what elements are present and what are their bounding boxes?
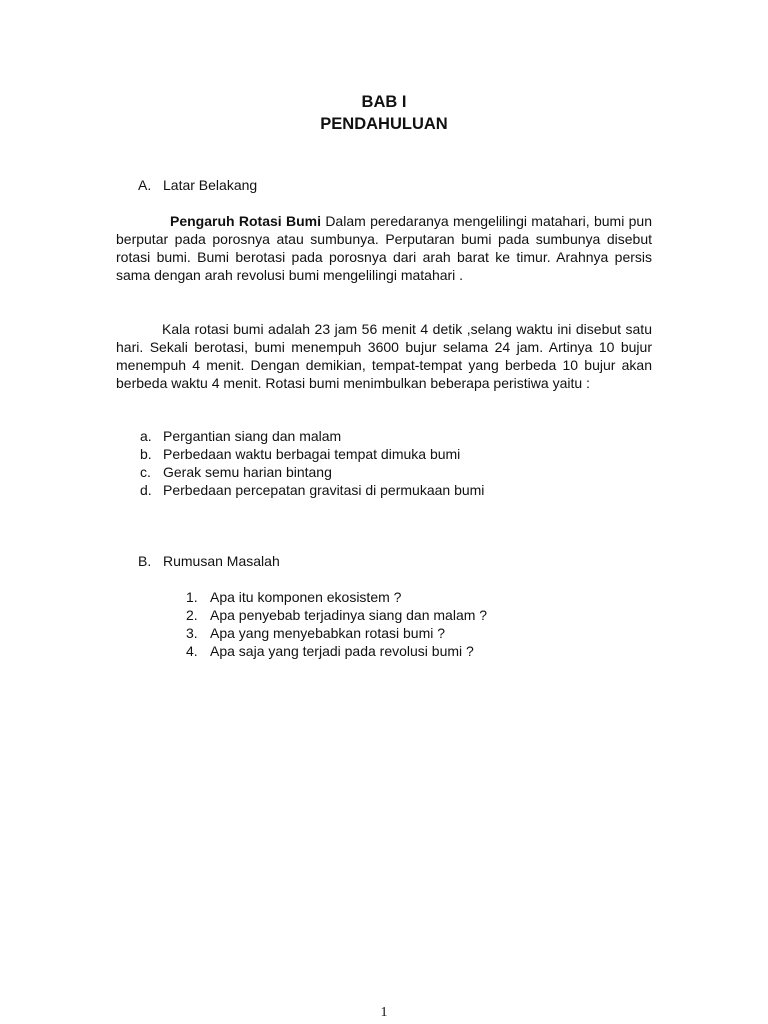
list-marker: d.: [140, 482, 152, 498]
page-number: 1: [380, 1005, 388, 1020]
section-b-list: [186, 588, 487, 660]
list-text: Perbedaan waktu berbagai tempat dimuka bumi: [163, 446, 461, 462]
section-a-title: Latar Belakang: [163, 177, 258, 193]
section-a-list: [140, 427, 484, 499]
list-marker: 2.: [186, 607, 198, 623]
paragraph-1-text: Dalam peredaranya mengelilingi matahari, bumi pun berputar pada porosnya atau sumbunya. Perputaran bumi pada sumbunya disebut rotasi bumi. Bumi berotasi pada porosnya dari arah barat ke timur. Arahnya persis sama dengan arah revolusi bumi mengelilingi matahari .: [116, 213, 652, 283]
list-text: Pergantian siang dan malam: [163, 428, 342, 444]
section-a-heading: [138, 177, 257, 193]
list-text: Apa saja yang terjadi pada revolusi bumi ?: [210, 643, 474, 659]
list-text: Apa itu komponen ekosistem ?: [210, 589, 402, 605]
list-item: [140, 463, 484, 481]
list-text: Perbedaan percepatan gravitasi di permukaan bumi: [163, 482, 485, 498]
paragraph-2-text: Kala rotasi bumi adalah 23 jam 56 menit 4 detik ,selang waktu ini disebut satu hari. Sekali berotasi, bumi menempuh 3600 bujur selama 24 jam. Artinya 10 bujur menempuh 4 menit. Dengan demikian, tempat-tempat yang berbeda 10 bujur akan berbeda waktu 4 menit. Rotasi bumi menimbulkan beberapa peristiwa yaitu :: [116, 321, 652, 391]
paragraph-2: [116, 320, 652, 392]
paragraph-1-lead: Pengaruh Rotasi Bumi: [170, 213, 321, 229]
list-marker: 3.: [186, 625, 198, 641]
list-item: [186, 606, 487, 624]
list-text: Gerak semu harian bintang: [163, 464, 332, 480]
list-marker: a.: [140, 428, 152, 444]
section-b-marker: B.: [138, 553, 152, 569]
section-b-heading: [138, 553, 280, 569]
list-item: [140, 445, 484, 463]
section-b-title: Rumusan Masalah: [163, 553, 280, 569]
list-item: [140, 481, 484, 499]
chapter-title: PENDAHULUAN: [320, 115, 448, 133]
list-text: Apa yang menyebabkan rotasi bumi ?: [210, 625, 446, 641]
list-marker: 4.: [186, 643, 198, 659]
list-text: Apa penyebab terjadinya siang dan malam ?: [210, 607, 488, 623]
list-item: [186, 588, 487, 606]
section-a-marker: A.: [138, 177, 152, 193]
list-item: [140, 427, 484, 445]
chapter-number: BAB I: [361, 93, 407, 111]
list-marker: b.: [140, 446, 152, 462]
paragraph-1: [116, 212, 652, 284]
list-marker: 1.: [186, 589, 198, 605]
list-item: [186, 642, 487, 660]
list-item: [186, 624, 487, 642]
list-marker: c.: [140, 464, 151, 480]
